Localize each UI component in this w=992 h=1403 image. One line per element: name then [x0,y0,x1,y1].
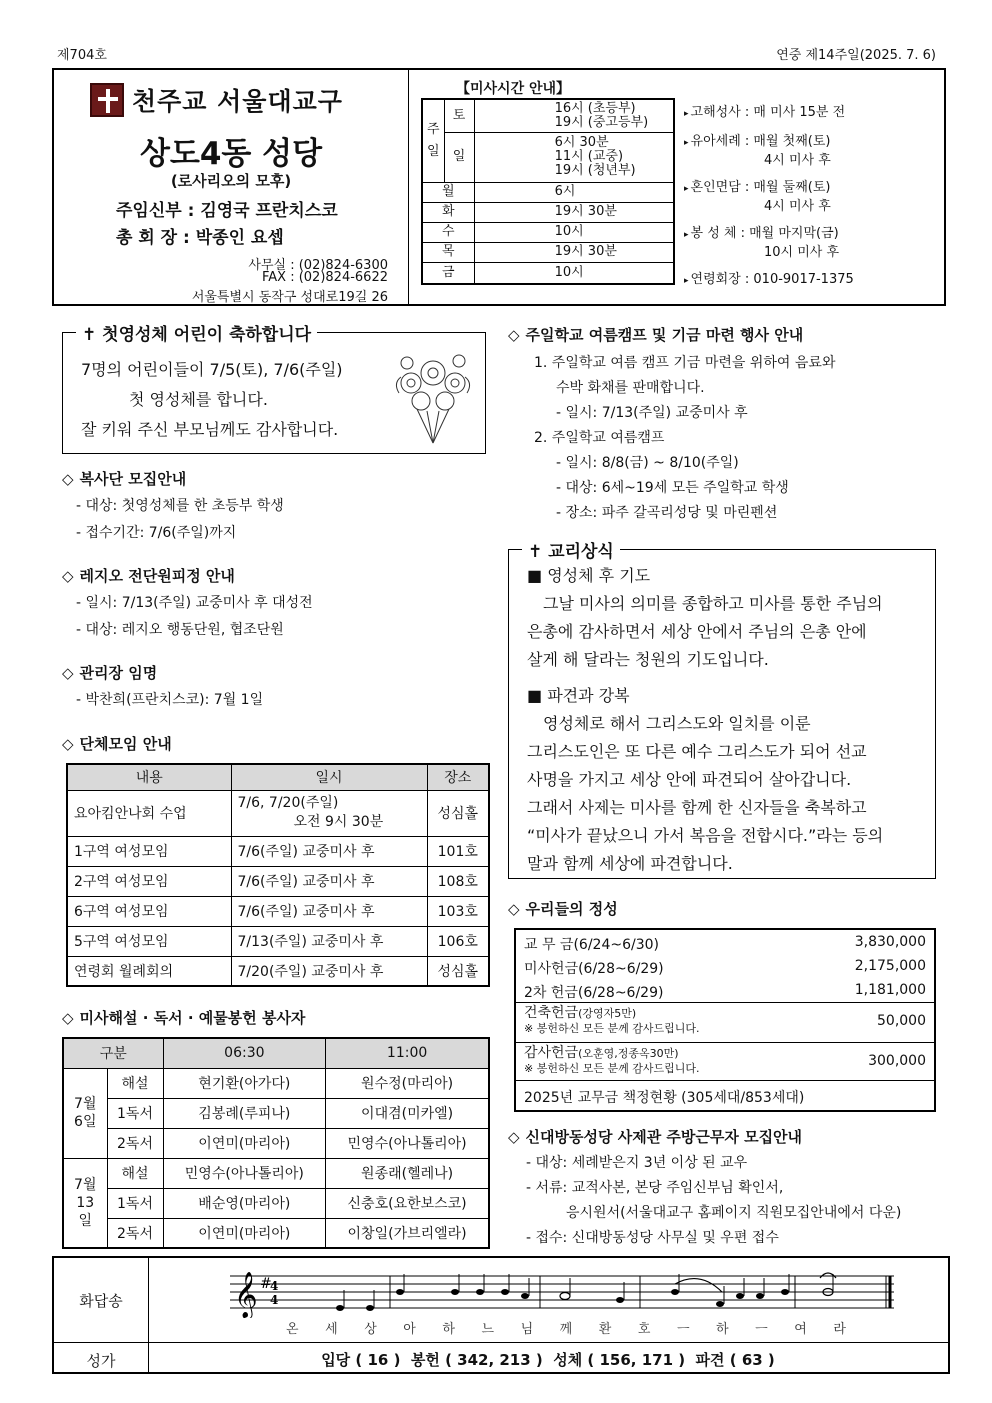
volunteers-title: ◇ 미사해설 · 독서 · 예물봉헌 봉사자 [62,1009,306,1027]
manager-section: ◇ 관리장 임명 - 박찬희(프란치스코): 7월 1일 [62,664,264,708]
info-item: ▸ 혼인면담 : 매월 둘째(토) 4시 미사 후 [684,180,831,214]
diamond-bullet-icon: ◇ [62,664,74,682]
first-communion-box [62,332,486,454]
info-item: ▸ 연령회장 : 010-9017-1375 [684,272,854,287]
psalm-hymn-box [52,1256,950,1374]
hymn-label: 성가 [86,1352,116,1370]
cross-logo-icon [90,83,124,117]
church-subtitle: (로사리오의 모후) [170,172,292,190]
altar-servers-section: ◇ 복사단 모집안내 - 대상: 첫영성체를 한 초등부 학생 - 접수기간: 7/6(주일)까지 [62,470,284,541]
svg-text:𝄞: 𝄞 [234,1272,258,1318]
diamond-bullet-icon: ◇ [508,900,520,918]
issue-date: 연중 제14주일(2025. 7. 6) [776,48,936,63]
catechism-paragraph: 영성체로 해서 그리스도와 일치를 이룬 그리스도인은 또 다른 예수 그리스도가 되어 선교 사명을 가지고 세상 안에 파견되어 살아갑니다. 그래서 사제는 미사를 함께 한 신자들을 축복하고 “미사가 끝났으니 가서 복음을 전합시다.”라는 등의 말과 함께 세상에 파견합니다. [527,714,884,873]
sacrament-info-list [684,104,854,300]
svg-text:4: 4 [270,1293,279,1307]
table-row: 연령회 월례회의 7/20(주일) 교중미사 후 성심홀 [67,956,489,986]
mass-day: 월 [422,182,474,202]
mass-times: 6시 30분 11시 (교중) 19시 (청년부) [474,132,674,182]
psalm-music-staff [230,1264,894,1318]
mass-day: 목 [422,242,474,262]
first-communion-text: 7명의 어린이들이 7/5(토), 7/6(주일) 첫 영성체를 합니다. 잘 키워 주신 부모님께도 감사합니다. [81,360,343,439]
fax: FAX : (02)824-6622 [261,270,388,285]
triangle-bullet-icon: ▸ [684,276,689,286]
address: 서울특별시 동작구 성대로19길 26 [191,290,388,305]
table-row: 1독서 김봉례(루피나) 이대겸(미카엘) [63,1098,489,1128]
mass-times: 10시 [474,262,674,284]
diamond-bullet-icon: ◇ [62,567,74,585]
mass-title: 【미사시간 안내】 [456,81,571,97]
mass-times: 10시 [474,222,674,242]
triangle-bullet-icon: ▸ [684,109,689,119]
offering-title: ◇ 우리들의 정성 [508,900,618,918]
volunteers-table: 구분 06:30 11:00 7월 6일 해설 현기환(아가다) 원수정(마리아) 1독서 김봉례(루피나) 이대겸(미카엘) 2독서 이연미(마리아) 민영수(아나톨리아) 7월 13일 해설 민영수(아나톨리아) 원종래(헬레나) 1독서 배순영(마리아) 신충호(요한보스코) 2독서 이연미(마리아) 이창일(가브리엘라) [62,1037,490,1249]
catechism-box [508,549,936,879]
diamond-bullet-icon: ◇ [508,326,520,344]
table-row: 요아킴안나회 수업 7/6, 7/20(주일) 오전 9시 30분 성심홀 [67,790,489,836]
triangle-bullet-icon: ▸ [684,184,689,194]
catechism-paragraph: 그날 미사의 의미를 종합하고 미사를 통한 주님의 은총에 감사하면서 세상 안에서 주님의 은총 안에 살게 해 달라는 청원의 기도입니다. [527,594,883,669]
president: 총 회 장 : 박종인 요셉 [116,228,284,248]
diamond-bullet-icon: ◇ [508,1128,520,1146]
table-row: 2독서 이연미(마리아) 이창일(가브리엘라) [63,1218,489,1248]
catechism-heading: ■ 파견과 강복 [527,686,630,705]
triangle-bullet-icon: ▸ [684,230,689,240]
table-row: 6구역 여성모임 7/6(주일) 교중미사 후 103호 [67,896,489,926]
info-item: ▸ 봉 성 체 : 매월 마지막(금) 10시 미사 후 [684,226,840,260]
archdiocese-logo [90,82,343,118]
table-row: 7월 13일 해설 민영수(아나톨리아) 원종래(헬레나) [63,1158,489,1188]
groups-table: 내용 일시 장소 요아킴안나회 수업 7/6, 7/20(주일) 오전 9시 30분 성심홀 1구역 여성모임 7/6(주일) 교중미사 후 101호 2구역 여성모임 7/6(주일) 교중미사 후 108호 6구역 여성모임 7/6(주일) 교중미사 후 103호 5구역 여성모임 7/13(주일) 교중미사 후 106호 연령회 월례회의 7/20(주일) 교중미사 후 성심홀 [66,763,490,987]
offering-row: 2차 헌금(6/28~6/29) 1,181,000 [524,982,926,1001]
mass-times: 6시 [474,182,674,202]
church-name: 상도4동 성당 [139,136,323,172]
svg-text:#: # [260,1276,272,1292]
diamond-bullet-icon: ◇ [62,1009,74,1027]
mass-times: 19시 30분 [474,202,674,222]
psalm-label: 화답송 [79,1292,123,1310]
issue-number: 제704호 [57,48,107,63]
mass-day: 화 [422,202,474,222]
table-row: 1독서 배순영(마리아) 신충호(요한보스코) [63,1188,489,1218]
mass-day: 일 [444,132,474,182]
offering-row: 미사헌금(6/28~6/29) 2,175,000 [524,958,926,977]
legio-section: ◇ 레지오 전단원피정 안내 - 일시: 7/13(주일) 교중미사 후 대성전 - 대상: 레지오 행동단원, 협조단원 [62,567,313,638]
table-row: 2구역 여성모임 7/6(주일) 교중미사 후 108호 [67,866,489,896]
logo-text: 천주교 서울대교구 [132,87,343,116]
sunday-label: 주일 [422,99,444,182]
table-row: 1구역 여성모임 7/6(주일) 교중미사 후 101호 [67,836,489,866]
info-item: ▸ 유아세례 : 매월 첫째(토) 4시 미사 후 [684,134,831,168]
flower-bouquet-icon [387,343,479,449]
pastor: 주임신부 : 김영국 프란치스코 [116,201,338,221]
first-communion-title: ✝ 첫영성체 어린이 축하합니다 [76,320,317,345]
table-row: 2독서 이연미(마리아) 민영수(아나톨리아) [63,1128,489,1158]
diamond-bullet-icon: ◇ [62,470,74,488]
catechism-heading: ■ 영성체 후 기도 [527,566,651,585]
triangle-bullet-icon: ▸ [684,138,689,148]
camp-section: ◇ 주일학교 여름캠프 및 기금 마련 행사 안내 1. 주일학교 여름 캠프 기금 마련을 위하여 음료와 수박 화채를 판매합니다. - 일시: 7/13(주일) 교중미사 후 2. 주일학교 여름캠프 - 일시: 8/8(금) ~ 8/10(주일) - 대상: 6세~19세 모든 주일학교 학생 - 장소: 파주 갈곡리성당 및 마린펜션 [508,326,836,521]
header-box [52,68,946,306]
svg-text:4: 4 [270,1279,279,1293]
mass-time-table [421,98,675,285]
recruit-section: ◇ 신대방동성당 사제관 주방근무자 모집안내 - 대상: 세례받은지 3년 이상 된 교우 - 서류: 교적사본, 본당 주임신부님 확인서, 응시원서(서울대교구 홈페이지 직원모집안내에서 다운) - 접수: 신대방동성당 사무실 및 우편 접수 [508,1128,902,1246]
offering-status: 2025년 교무금 책정현황 (305세대/853세대) [524,1090,805,1106]
mass-times: 19시 30분 [474,242,674,262]
mass-times: 16시 (초등부) 19시 (중고등부) [474,99,674,132]
psalm-lyrics: 온 세 상 아 하 느 님 께 환 호 ㅡ 하 ㅡ 여 라 [286,1322,846,1337]
table-row: 5구역 여성모임 7/13(주일) 교중미사 후 106호 [67,926,489,956]
diamond-bullet-icon: ◇ [62,735,74,753]
mass-day: 금 [422,262,474,284]
offering-box [514,928,936,1112]
hymn-numbers: 입당 ( 16 ) 봉헌 ( 342, 213 ) 성체 ( 156, 171 ) 파견 ( 63 ) [321,1351,775,1369]
info-item: ▸ 고해성사 : 매 미사 15분 전 [684,105,846,120]
mass-day: 수 [422,222,474,242]
office-phone: 사무실 : (02)824-6300 [248,258,388,273]
table-row: 7월 6일 해설 현기환(아가다) 원수정(마리아) [63,1068,489,1098]
offering-row: 교 무 금(6/24~6/30) 3,830,000 [524,934,926,953]
groups-title: ◇ 단체모임 안내 [62,735,172,753]
offering-row: 건축헌금(강영자5만) ※ 봉헌하신 모든 분께 감사드립니다. 50,000 [524,1005,926,1035]
catechism-title: ✝ 교리상식 [522,537,620,562]
mass-day: 토 [444,99,474,132]
offering-row: 감사헌금(오훈영,정종옥30만) ※ 봉헌하신 모든 분께 감사드립니다. 300,000 [524,1045,926,1075]
